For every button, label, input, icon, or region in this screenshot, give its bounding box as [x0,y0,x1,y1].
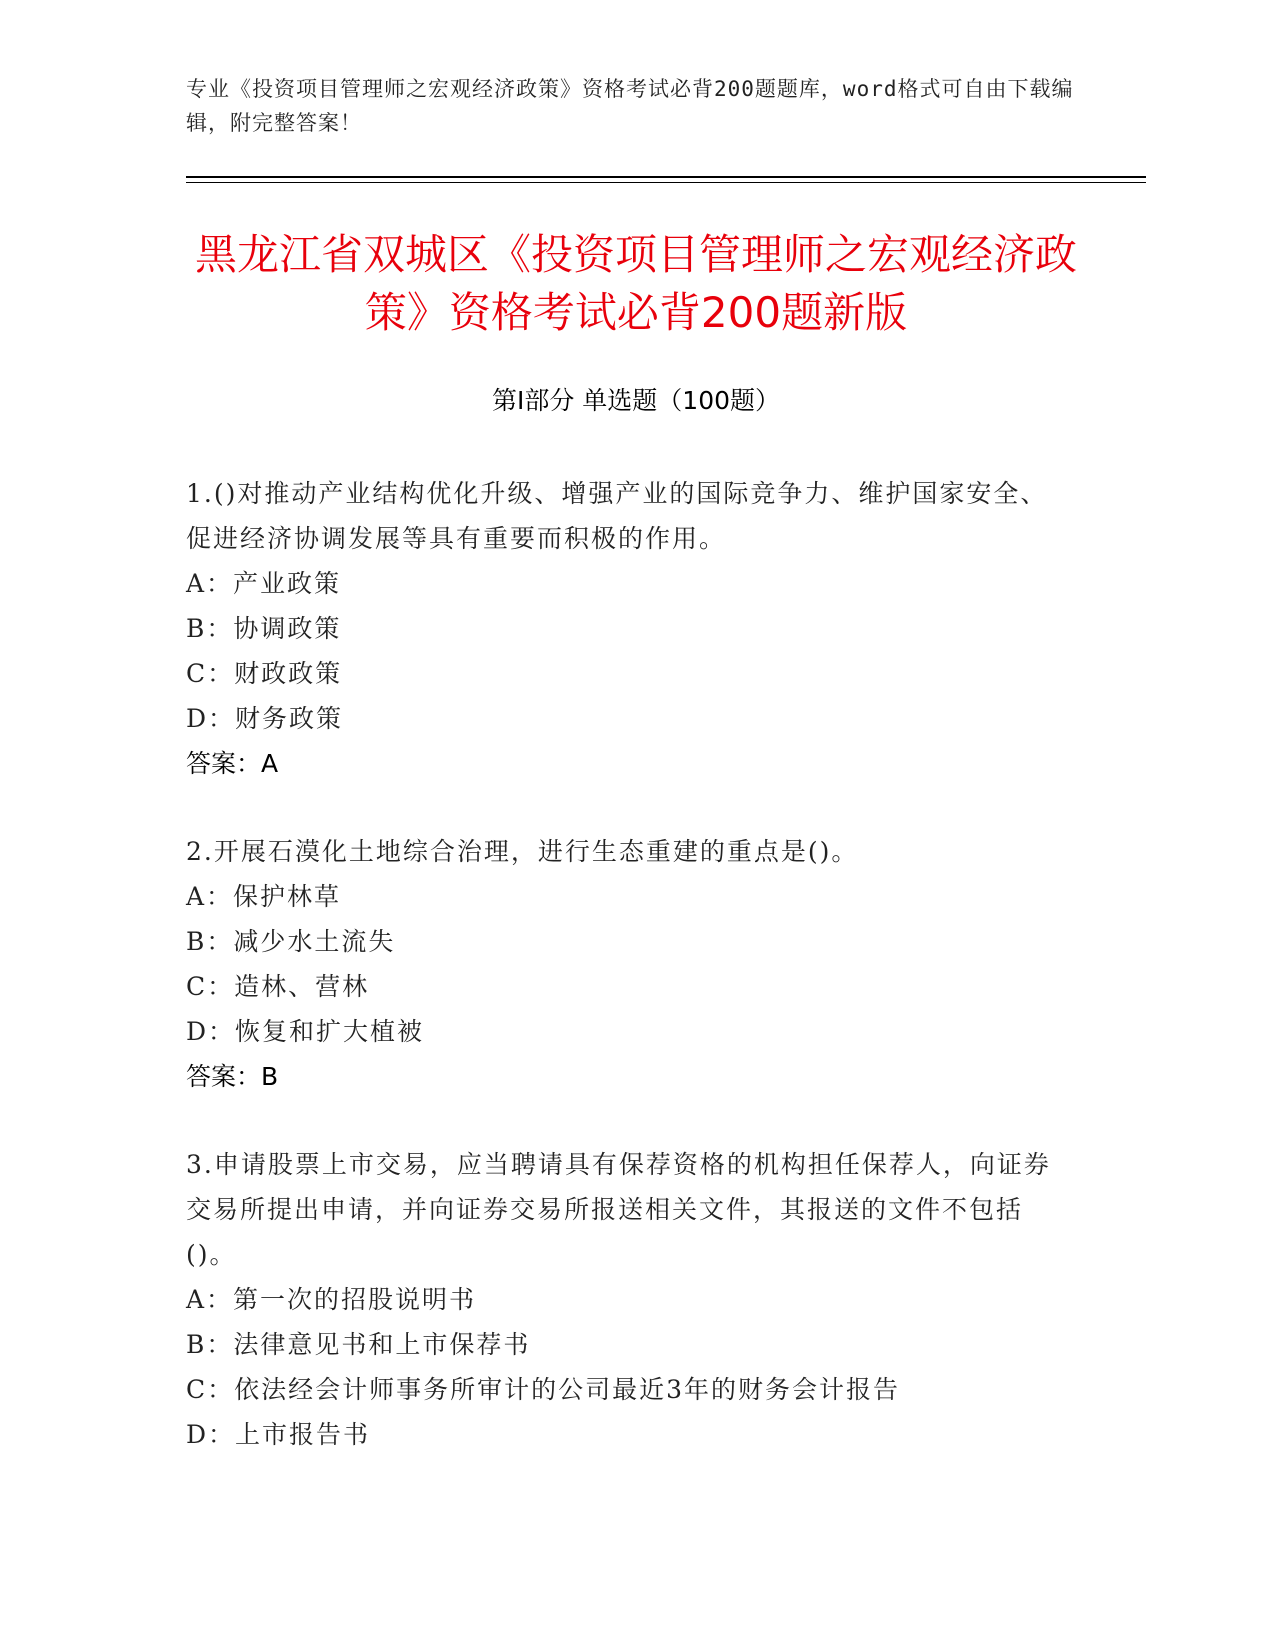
header-divider-thin [186,182,1146,183]
answer-line: 答案：B [186,1062,279,1091]
document-title: 黑龙江省双城区《投资项目管理师之宏观经济政策》资格考试必背200题新版 [194,230,1077,337]
option-b: B：协调政策 [186,614,342,643]
question-item [186,829,1066,1099]
option-a: A：产业政策 [186,569,342,598]
question-stem: 2.开展石漠化土地综合治理，进行生态重建的重点是()。 [186,837,859,866]
option-c: C：财政政策 [186,659,343,688]
option-a: A：保护林草 [186,882,342,911]
question-stem: 3.申请股票上市交易，应当聘请具有保荐资格的机构担任保荐人，向证券交易所提出申请，并向证券交易所报送相关文件，其报送的文件不包括()。 [186,1150,1051,1269]
question-stem: 1.()对推动产业结构优化升级、增强产业的国际竞争力、维护国家安全、促进经济协调发展等具有重要而积极的作用。 [186,479,1048,553]
header-note: 专业《投资项目管理师之宏观经济政策》资格考试必背200题题库，word格式可自由下载编辑，附完整答案！ [186,77,1074,135]
question-list [186,471,1066,1500]
option-d: D：恢复和扩大植被 [186,1017,425,1046]
option-a: A：第一次的招股说明书 [186,1285,477,1314]
option-b: B：法律意见书和上市保荐书 [186,1330,531,1359]
option-c: C：造林、营林 [186,972,370,1001]
option-c: C：依法经会计师事务所审计的公司最近3年的财务会计报告 [186,1375,901,1404]
section-title: 第I部分 单选题（100题） [491,386,781,415]
option-d: D：财务政策 [186,704,344,733]
answer-line: 答案：A [186,749,279,778]
question-item [186,1142,1066,1457]
option-b: B：减少水土流失 [186,927,396,956]
question-item [186,471,1066,786]
header-divider-thick [186,176,1146,178]
option-d: D：上市报告书 [186,1420,371,1449]
